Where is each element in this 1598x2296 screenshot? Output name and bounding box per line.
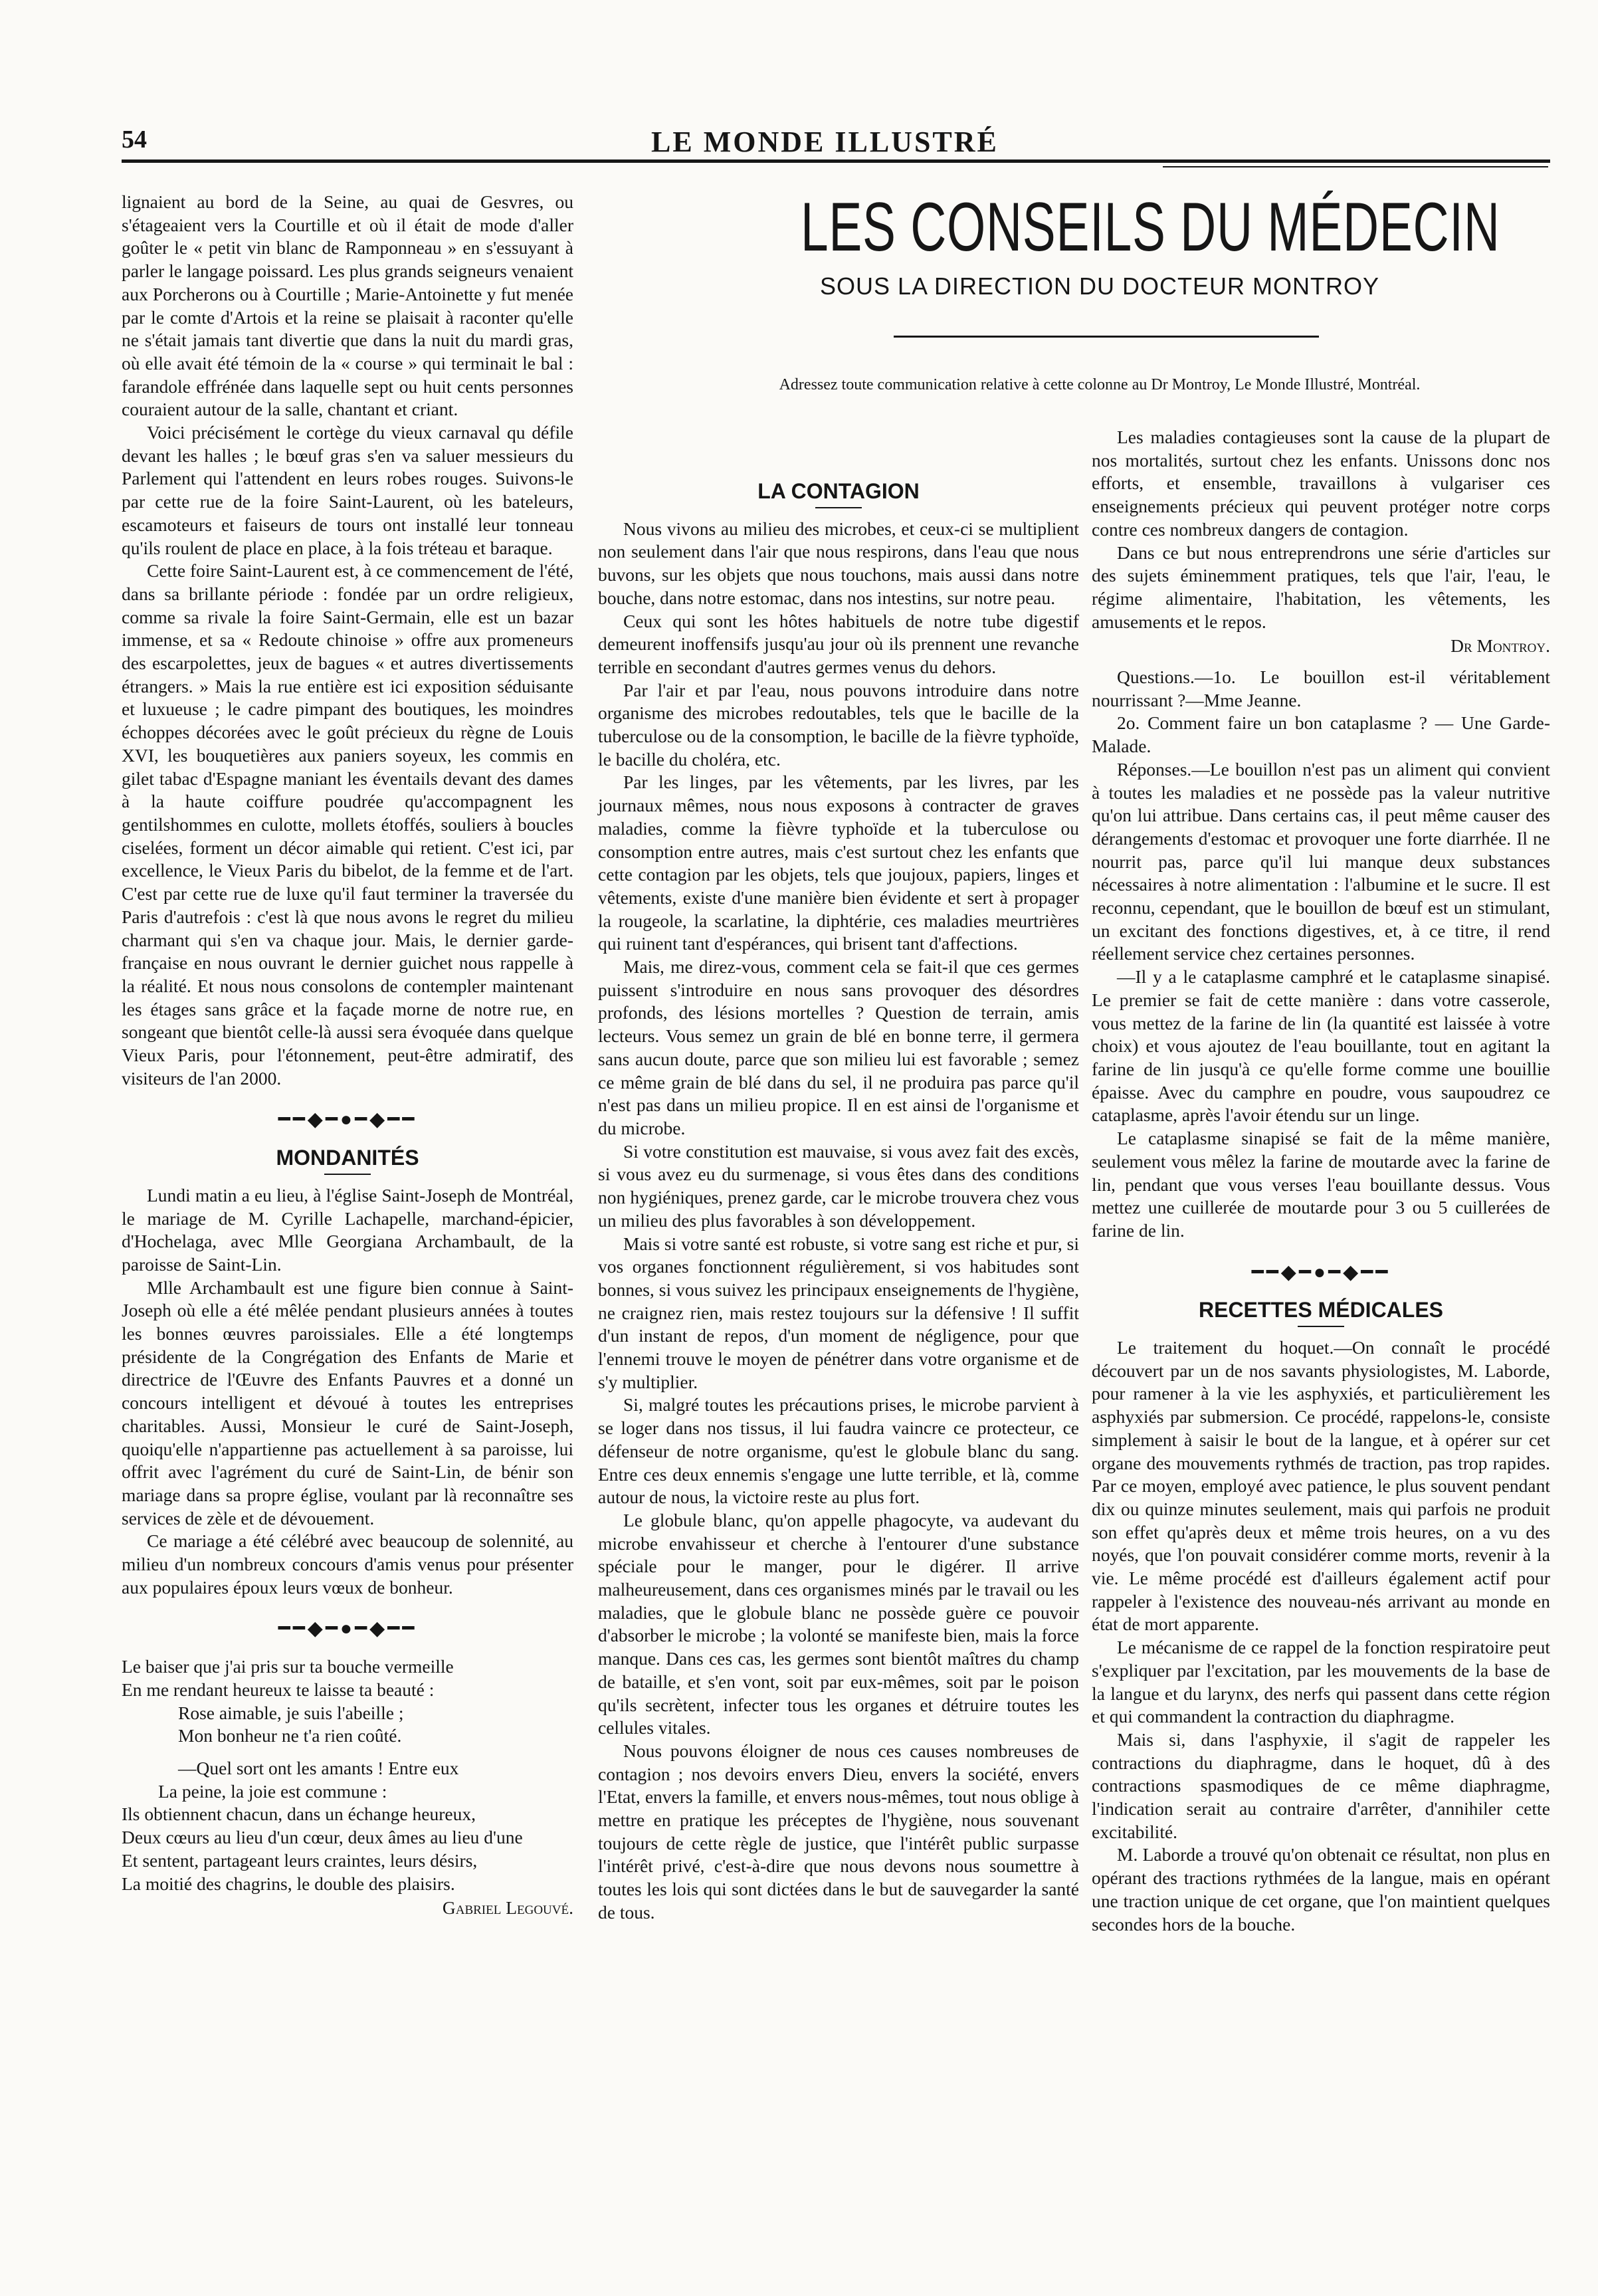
- poem-line: La moitié des chagrins, le double des plaisirs.: [122, 1873, 455, 1894]
- column-middle: [598, 473, 1079, 1925]
- poem-line: En me rendant heureux te laisse ta beauté :: [122, 1679, 435, 1700]
- question: 2o. Comment faire un bon cataplasme ? — Une Garde-Malade.: [1092, 712, 1550, 757]
- recettes-paragraph: Le mécanisme de ce rappel de la fonction respiratoire peut s'expliquer par l'excitation, par les mouvements de la base de la langue et du larynx, des nerfs qui passent dans cette région et qui commandent la contraction du diaphragme.: [1092, 1637, 1550, 1727]
- page-number: 54: [122, 126, 147, 154]
- poem-line: Mon bonheur ne t'a rien coûté.: [178, 1725, 402, 1746]
- recettes-heading: RECETTES MÉDICALES: [1198, 1298, 1444, 1322]
- recettes-paragraph: Mais si, dans l'asphyxie, il s'agit de rappeler les contractions du diaphragme, dans le hoquet, dû à des contractions spasmodiques de ce même diaphragme, l'indication serait au contraire d'arrêter, d'annihiler cette excitabilité.: [1092, 1728, 1550, 1842]
- contagion-paragraph: Ceux qui sont les hôtes habituels de notre tube digestif demeurent inoffensifs jusqu'au jour où ils prennent une revanche terrible en secondant d'autres germes venus du dehors.: [598, 610, 1079, 677]
- article-paragraph: Cette foire Saint-Laurent est, à ce commencement de l'été, dans sa brillante période : fondée par un ordre religieux, comme sa rivale la foire Saint-Germain, elle est un bazar immense, et sa « Redoute chinoise » offre aux promeneurs des escarpolettes, jeux de bagues « et autres divertissements étrangers. » Mais la rue entière est ici exposition séduisante et luxueuse ; le cadre pimpant des boutiques, les moindres échoppes décorées avec le goût précieux du règne de Louis XVI, les bouquetières aux paniers soyeux, les commis en gilet tabac d'Espagne maniant les éventails devant des dames à la haute coiffure poudrée qu'accompagnent les gentilshommes en culotte, mollets étoffés, souliers à boucles ciselées, forment un décor aimable qui retient. C'est ici, par excellence, le Vieux Paris du bibelot, de la femme et de l'art. C'est par cette rue de luxe qu'il faut terminer la traversée du Paris d'autrefois : c'est là que nous avons le regret du milieu charmant qui s'en va chaque jour. Mais, le dernier garde-française en nous ouvrant le dernier guichet nous rappelle à la réalité. Et nous nous consolons de contempler maintenant les étages sans grâce et la façade morne de notre rue, en songeant que bientôt celle-là aussi sera évoquée dans quelque Vieux Paris, pour l'étonnement, peut-être admiratif, des visiteurs de l'an 2000.: [122, 560, 573, 1089]
- answer: —Il y a le cataplasme camphré et le cataplasme sinapisé. Le premier se fait de cette manière : dans votre casserole, vous mettez de la farine de lin (la quantité est laissée à votre choix) et vous ajoutez de l'eau bouillante, tout en agitant la farine de lin jusqu'à ce qu'elle forme comme une bouillie épaisse. Avec du camphre en poudre, vous saupoudrez ce cataplasme, après l'avoir étendu sur un linge.: [1092, 966, 1550, 1126]
- heading-rule: [1298, 1326, 1344, 1327]
- mondanites-heading: MONDANITÉS: [276, 1146, 419, 1170]
- address-note: Adressez toute communication relative à cette colonne au Dr Montroy, Le Monde Illustré, Montréal.: [779, 376, 1421, 393]
- recettes-paragraph: M. Laborde a trouvé qu'on obtenait ce résultat, non plus en opérant des tractions rythmées de la langue, mais en opérant une traction unique de cet organe, que l'on maintient quelques secondes hors de la bouche.: [1092, 1844, 1550, 1934]
- contagion-paragraph: Par l'air et par l'eau, nous pouvons introduire dans notre organisme des microbes redoutables, tels que le bacille de la tuberculose ou de la consomption, le bacille de la fièvre typhoïde, le bacille du choléra, etc.: [598, 679, 1079, 770]
- section-subtitle: SOUS LA DIRECTION DU DOCTEUR MONTROY: [819, 272, 1380, 300]
- mondanites-paragraph: Lundi matin a eu lieu, à l'église Saint-Joseph de Montréal, le mariage de M. Cyrille Lachapelle, marchand-épicier, d'Hochelaga, avec Mlle Georgiana Archambault, de la paroisse de Saint-Lin.: [122, 1184, 573, 1275]
- contagion-paragraph: Si votre constitution est mauvaise, si vous avez fait des excès, si vous avez eu du surmenage, si vous êtes dans des conditions non hygiéniques, prenez garde, car le microbe trouvera chez vous un milieu des plus favorables à son développement.: [598, 1140, 1079, 1231]
- poem-line: Deux cœurs au lieu d'un cœur, deux âmes au lieu d'une: [122, 1827, 523, 1848]
- contagion-paragraph: Mais si votre santé est robuste, si votre sang est riche et pur, si vos organes fonctionnent régulièrement, si vos habitudes sont bonnes, si vous suivez les principaux enseignements de l'hygiène, ne craignez rien, mais restez toujours sur la défensive ! Il suffit d'un instant de repos, d'un moment de négligence, pour que l'ennemi trouve le moyen de pénétrer dans votre organisme et de s'y multiplier.: [598, 1233, 1079, 1392]
- poem-line: Rose aimable, je suis l'abeille ;: [178, 1702, 404, 1723]
- article-paragraph: lignaient au bord de la Seine, au quai de Gesvres, ou s'étageaient vers la Courtille et où il était de mode d'aller goûter le « petit vin blanc de Ramponneau » en s'essuyant à parler le langage poissard. Les plus grands seigneurs venaient aux Porcherons ou à Courtille ; Marie-Antoinette y fut menée par le comte d'Artois et la reine se plaisait à raconter qu'elle ne s'était jamais tant divertie que dans la nuit du mardi gras, où elle avait été témoin de la « course » qui terminait le bal : farandole effrénée dans laquelle sept ou huit cents personnes couraient autour de la salle, chantant et criant.: [122, 191, 573, 420]
- doctor-signature: Dr Montroy.: [1450, 635, 1550, 657]
- mondanites-paragraph: Ce mariage a été célébré avec beaucoup de solennité, au milieu d'un nombreux concours d'amis venus pour présenter aux populaires époux leurs vœux de bonheur.: [122, 1530, 573, 1598]
- contagion-heading: LA CONTAGION: [757, 479, 920, 503]
- section-title: LES CONSEILS DU MÉDECIN: [801, 189, 1500, 266]
- ornament-divider: ━━◆━●━◆━━: [278, 1618, 417, 1640]
- ornament-divider: ━━◆━●━◆━━: [278, 1108, 417, 1131]
- poem-line: —Quel sort ont les amants ! Entre eux: [178, 1758, 459, 1778]
- masthead: LE MONDE ILLUSTRÉ: [651, 126, 999, 158]
- column-right: [1092, 426, 1550, 1936]
- recettes-paragraph: Le traitement du hoquet.—On connaît le procédé découvert par un de nos savants physiologistes, M. Laborde, pour ramener à la vie les asphyxiés, et particulièrement les asphyxiés par submersion. Ce procédé, rappelons-le, consiste simplement à saisir le bout de la langue, et à opérer sur cet organe des mouvements rythmés de traction, pas trop rapides. Par ce moyen, employé avec patience, le plus souvent pendant dix ou quinze minutes seulement, mais qui parfois ne produit son effet qu'après deux et même trois heures, on a vu des noyés, que l'on pouvait considérer comme morts, revenir à la vie. Le même procédé est d'ailleurs également actif pour rappeler à l'existence des nouveau-nés arrivant au monde en état de mort apparente.: [1092, 1337, 1550, 1635]
- header-rule: [122, 159, 1550, 163]
- intro-paragraph: Dans ce but nous entreprendrons une série d'articles sur des sujets éminemment pratiques, tels que l'air, l'eau, le régime alimentaire, l'habitation, les vêtements, les amusements et le repos.: [1092, 542, 1550, 632]
- contagion-paragraph: Nous vivons au milieu des microbes, et ceux-ci se multiplient non seulement dans l'air que nous respirons, dans l'eau que nous buvons, sur les objets que nous touchons, mais aussi dans notre bouche, dans notre estomac, dans nos intestins, sur notre peau.: [598, 518, 1079, 608]
- intro-paragraph: Les maladies contagieuses sont la cause de la plupart de nos mortalités, surtout chez les enfants. Unissons donc nos efforts, et ensemble, travaillons à vulgariser ces enseignements précieux qui peuvent protéger notre corps contre ces nombreux dangers de contagion.: [1092, 427, 1550, 540]
- header-rule-thin: [1163, 166, 1548, 167]
- article-paragraph: Voici précisément le cortège du vieux carnaval qu défile devant les halles ; le bœuf gras s'en va saluer messieurs du Parlement qui l'attendent en leurs robes rouges. Suivons-le par cette rue de la foire Saint-Laurent, où les bateleurs, escamoteurs et faiseurs de tours ont installé leur tonneau qu'ils roulent de place en place, à la fois tréteau et baraque.: [122, 422, 573, 558]
- contagion-paragraph: Si, malgré toutes les précautions prises, le microbe parvient à se loger dans nos tissus, il lui faudra vaincre ce protecteur, ce défenseur de notre organisme, qu'est le globule blanc du sang. Entre ces deux ennemis s'engage une lutte terrible, et là, comme autour de nous, la victoire reste au plus fort.: [598, 1394, 1079, 1508]
- answer: Le cataplasme sinapisé se fait de la même manière, seulement vous mêlez la farine de moutarde avec la farine de lin, pendant que vous verses l'eau bouillante dessus. Vous mettez une cuillerée de moutarde pour 3 ou 5 cuillerées de farine de lin.: [1092, 1128, 1550, 1241]
- poem: [122, 1655, 573, 1895]
- poem-line: La peine, la joie est commune :: [158, 1780, 387, 1802]
- poem-signature: Gabriel Legouvé.: [442, 1897, 573, 1919]
- heading-rule: [815, 507, 862, 508]
- mondanites-paragraph: Mlle Archambault est une figure bien connue à Saint-Joseph où elle a été mêlée pendant plusieurs années à toutes les bonnes œuvres paroissiales. Elle a été longtemps présidente de la Congrégation des Enfants de Marie et directrice de l'Œuvre des Enfants Pauvres et a donné un concours intelligent et dévoué à toutes les entreprises charitables. Aussi, Monsieur le curé de Saint-Joseph, quoiqu'elle n'appartienne pas actuellement à sa paroisse, lui offrit avec l'agrément du curé de Saint-Lin, de bénir son mariage dans sa propre église, voulant par là reconnaître ses services de zèle et de dévouement.: [122, 1277, 573, 1528]
- poem-line: Ils obtiennent chacun, dans un échange heureux,: [122, 1804, 476, 1825]
- contagion-paragraph: Nous pouvons éloigner de nous ces causes nombreuses de contagion ; nos devoirs envers Dieu, envers la société, envers l'Etat, envers la famille, et envers nous-mêmes, tout nous oblige à mettre en pratique les préceptes de l'hygiène, nous souvenant toujours de cette règle de justice, que l'intérêt public surpasse l'intérêt privé, c'est-à-dire que nous devons nous soumettre à toutes les lois qui sont dictées dans le but de sauvegarder la santé de tous.: [598, 1740, 1079, 1923]
- heading-rule: [324, 1174, 371, 1175]
- ornament-divider: ━━◆━●━◆━━: [1251, 1261, 1391, 1283]
- poem-line: Le baiser que j'ai pris sur ta bouche vermeille: [122, 1656, 454, 1677]
- contagion-paragraph: Mais, me direz-vous, comment cela se fait-il que ces germes puissent s'introduire en nous sans provoquer des désordres profonds, des lésions mortelles ? Question de terrain, amis lecteurs. Vous semez un grain de blé en bonne terre, il germera sans aucun doute, parce que son milieu lui est favorable ; semez ce même grain de blé dans du sel, il ne produira pas parce qu'il n'est pas dans un milieu propice. Il en est ainsi de l'organisme et du microbe.: [598, 956, 1079, 1138]
- contagion-paragraph: Par les linges, par les vêtements, par les livres, par les journaux mêmes, nous nous exposons à contracter de graves maladies, comme la fièvre typhoïde et la tuberculose ou consomption entre autres, mais c'est surtout chez les enfants que cette contagion par les objets, tels que joujoux, papiers, linges et vêtements, existe d'une manière bien évidente et sert à propager la rougeole, la scarlatine, la diphtérie, ces maladies meurtrières qui ruinent tant d'espérances, qui brisent tant d'affections.: [598, 772, 1079, 954]
- poem-line: Et sentent, partageant leurs craintes, leurs désirs,: [122, 1849, 478, 1871]
- title-rule: [894, 336, 1319, 338]
- question: Questions.—1o. Le bouillon est-il véritablement nourrissant ?—Mme Jeanne.: [1092, 667, 1550, 710]
- column-left: [122, 191, 573, 1920]
- answer: Réponses.—Le bouillon n'est pas un aliment qui convient à toutes les maladies et ne possède pas la valeur nutritive qu'on lui attribue. Dans certains cas, il peut même causer des dérangements d'estomac et provoquer une forte diarrhée. Il ne nourrit pas, parce qu'il lui manque deux substances nécessaires à notre alimentation : l'albumine et le sucre. Il est reconnu, cependant, que le bouillon de bœuf est un stimulant, un excitant des fonctions digestives, et, à ce titre, il rend réellement service chez certaines personnes.: [1092, 758, 1550, 964]
- contagion-paragraph: Le globule blanc, qu'on appelle phagocyte, va audevant du microbe envahisseur et cherche à l'entourer d'une substance spéciale pour le manger, pour le digérer. Il arrive malheureusement, dans ces organismes minés par le travail ou les maladies, que le globule blanc ne possède guère ce pouvoir d'absorber le microbe ; la volonté se manifeste bien, mais la force manque. Dans ces cas, les germes sont bientôt maîtres du champ de bataille, et s'en vont, soit par eux-mêmes, soit par le poison qu'ils secrètent, infecter tous les organes et détruire toutes les cellules vitales.: [598, 1509, 1079, 1738]
